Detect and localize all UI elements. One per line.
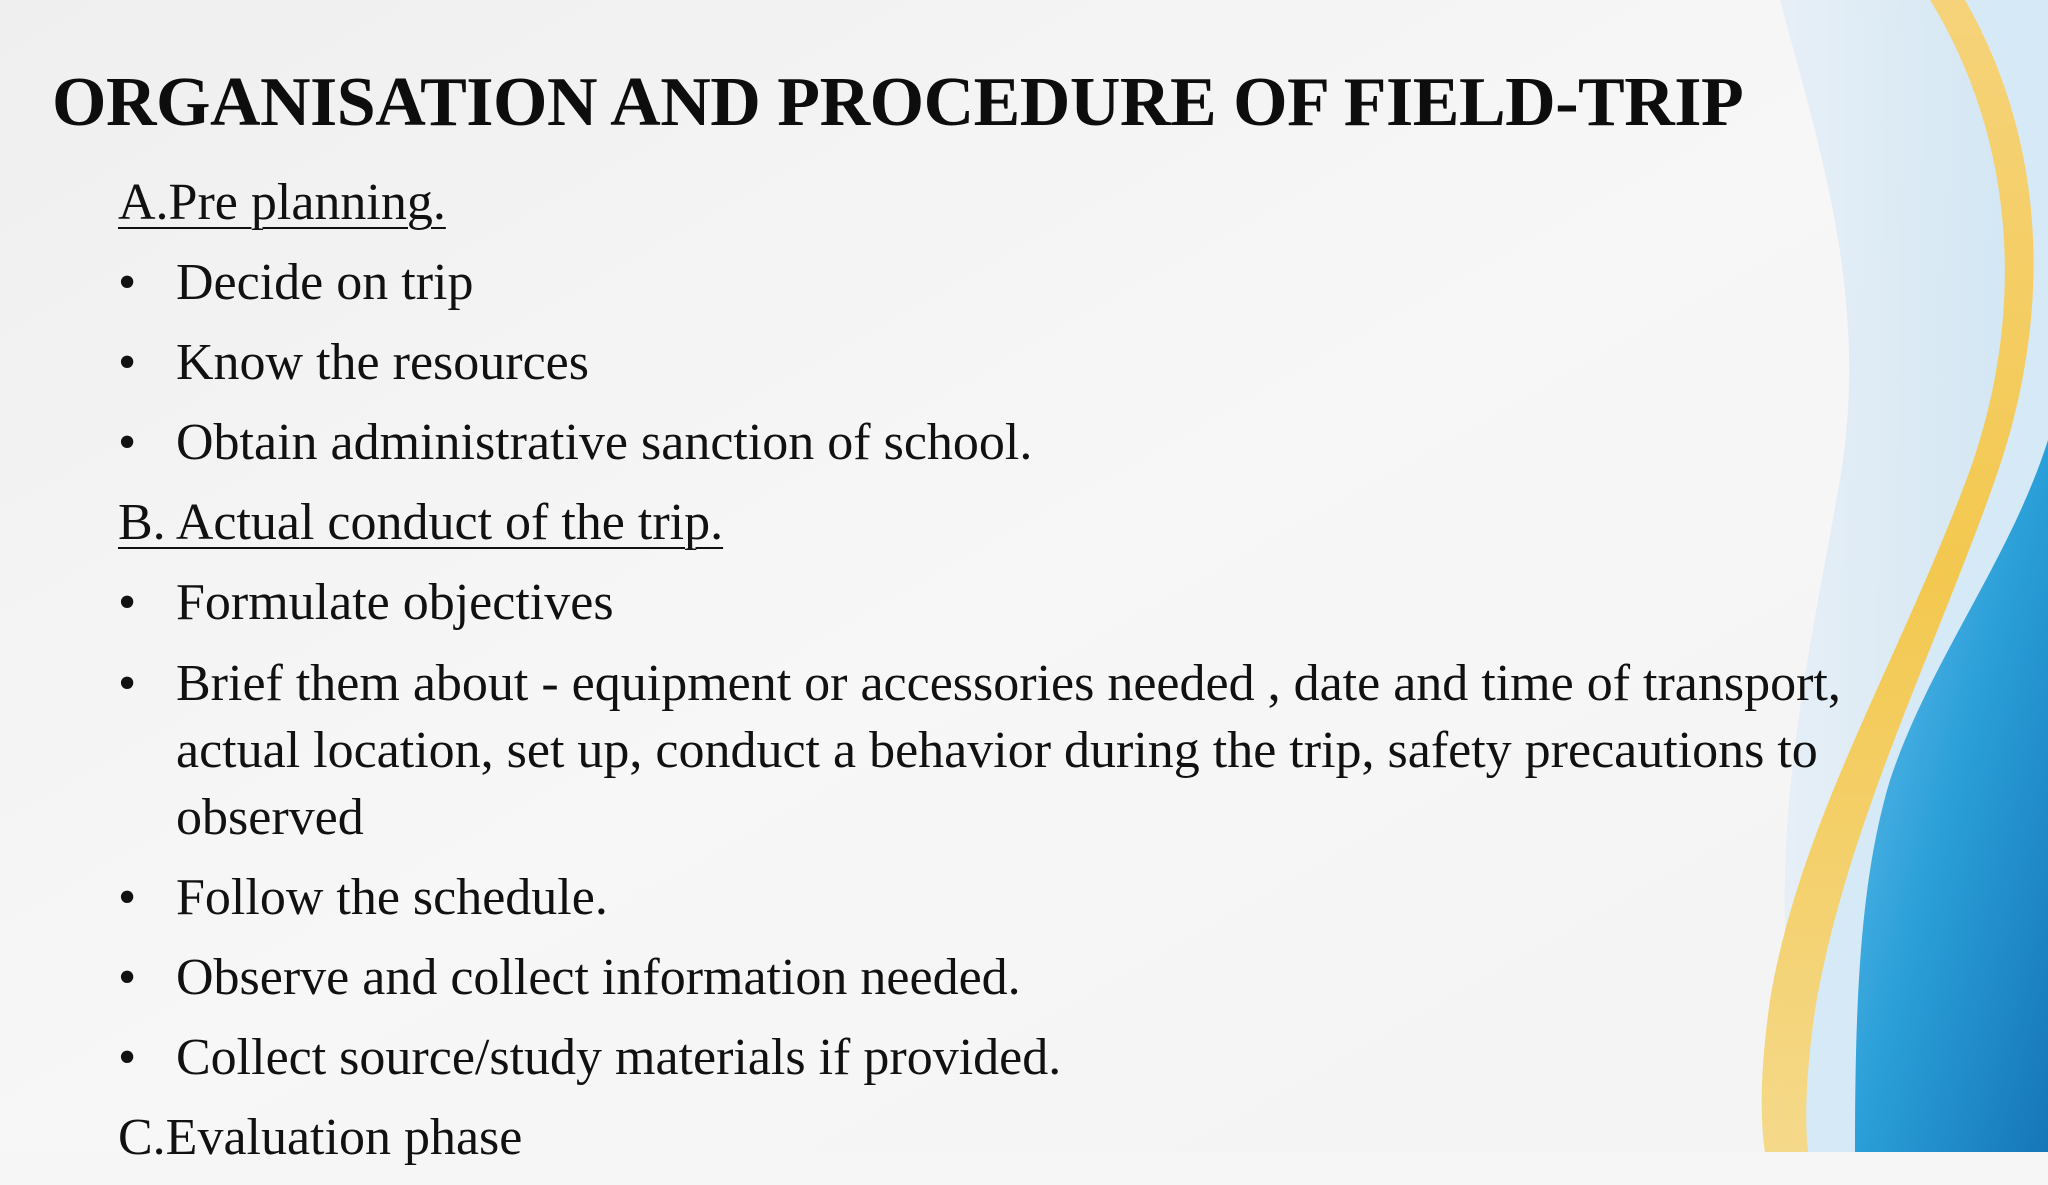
list-item bbox=[118, 330, 1878, 396]
bullet-icon: • bbox=[118, 1029, 137, 1086]
list-item bbox=[118, 1025, 1878, 1091]
list-item bbox=[118, 250, 1878, 316]
list-item bbox=[118, 410, 1878, 476]
list-item-text: Follow the schedule. bbox=[176, 869, 608, 926]
list-item-text: Observe and collect information needed. bbox=[176, 949, 1021, 1006]
list-item-text: Decide on trip bbox=[176, 254, 474, 311]
section-heading-actual-conduct: B. Actual conduct of the trip. bbox=[118, 494, 724, 551]
bullet-icon: • bbox=[118, 574, 137, 631]
list-item-text: Brief them about - equipment or accessories needed , date and time of transport, actual location, set up, conduct a behavior during the trip, safety precautions to observed bbox=[176, 655, 1841, 846]
list-item bbox=[118, 865, 1878, 931]
actual-conduct-list bbox=[118, 570, 1878, 1091]
bullet-icon: • bbox=[118, 869, 137, 926]
bullet-icon: • bbox=[118, 655, 137, 712]
bullet-icon: • bbox=[118, 334, 137, 391]
bullet-icon: • bbox=[118, 949, 137, 1006]
section-heading-pre-planning: A.Pre planning. bbox=[118, 174, 446, 231]
list-item bbox=[118, 945, 1878, 1011]
slide-title: ORGANISATION AND PROCEDURE OF FIELD-TRIP bbox=[52, 64, 1744, 141]
slide-content bbox=[118, 170, 1878, 1185]
list-item-text: Know the resources bbox=[176, 334, 589, 391]
list-item-text: Obtain administrative sanction of school. bbox=[176, 414, 1033, 471]
list-item-text: Collect source/study materials if provided. bbox=[176, 1029, 1062, 1086]
pre-planning-list bbox=[118, 250, 1878, 476]
section-heading-evaluation: C.Evaluation phase bbox=[118, 1109, 523, 1166]
list-item bbox=[118, 650, 1878, 851]
list-item bbox=[118, 570, 1878, 636]
list-item-text: Formulate objectives bbox=[176, 574, 614, 631]
bullet-icon: • bbox=[118, 254, 137, 311]
bullet-icon: • bbox=[118, 414, 137, 471]
